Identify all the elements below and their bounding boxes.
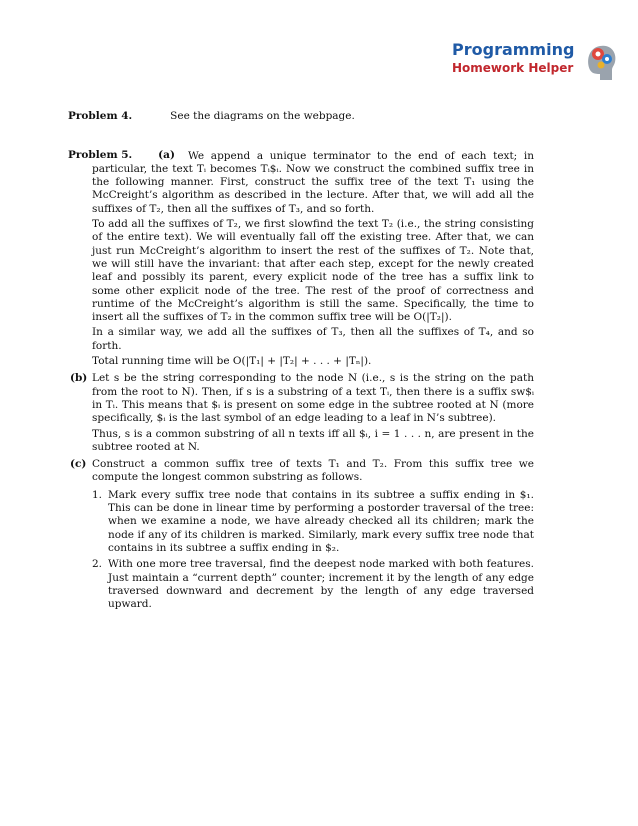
part-c-steps [92, 489, 534, 612]
part-c-paragraph: Construct a common suffix tree of texts T₁ and T₂. From this suffix tree we compute the longest common substring as follows. [92, 458, 534, 484]
step-number: 2. [92, 558, 103, 571]
problem-5-label: Problem 5. [68, 149, 133, 162]
list-item [92, 558, 534, 611]
step-text: Mark every suffix tree node that contains in its subtree a suffix ending in $₁. This can be done in linear time by performing a postorder traversal of the tree: when we examine a node, we have already checked all its children; mark the node if any of its children is marked. Similarly, mark every suffix tree node that contains in its subtree a suffix ending in $₂. [108, 488, 534, 554]
logo-title: Programming [452, 40, 575, 59]
logo-subtitle: Homework Helper [452, 61, 574, 75]
part-a-paragraph: We append a unique terminator to the end of each text; in particular, the text Tᵢ becomes Tᵢ$ᵢ. Now we construct the combined suffix tree in the following manner. First, construct the suffix tree of the text T₁ using the McCreight’s algorithm as described in the lecture. After that, we will add all the suffixes of T₂, then all the suffixes of T₃, and so forth. [92, 149, 534, 215]
part-b-paragraph: Thus, s is a common substring of all n texts iff all $ᵢ, i = 1 . . . n, are present in the subtree rooted at N. [92, 427, 534, 453]
part-a-label: (a) [158, 149, 175, 162]
part-b-label: (b) [70, 372, 88, 385]
list-item [92, 489, 534, 555]
part-b [70, 372, 534, 454]
part-a-paragraph: Total running time will be O(|T₁| + |T₂| + . . . + |Tₙ|). [92, 355, 372, 368]
step-number: 1. [92, 488, 103, 501]
part-a-paragraph: To add all the suffixes of T₂, we first slowfind the text T₂ (i.e., the string consisting of the entire text). We will eventually fall off the existing tree. After that, we can just run McCreight’s algorithm to insert the rest of the suffixes of T₂. Note that, we will still have the invariant: that after each step, except for the newly created leaf and possibly its parent, every explicit node of the tree has a suffix link to some other explicit node of the tree. The rest of the proof of correctness and runtime of the McCreight’s algorithm is still the same. Specifically, the time to insert all the suffixes of T₂ in the common suffix tree will be O(|T₂|). [92, 218, 534, 324]
logo [452, 40, 618, 84]
problem-4-text: See the diagrams on the webpage. [170, 110, 355, 122]
brain-gear-icon [584, 40, 618, 84]
part-c [70, 458, 534, 611]
part-a-paragraph: In a similar way, we add all the suffixes of T₃, then all the suffixes of T₄, and so forth. [92, 326, 534, 352]
problem-4-label: Problem 4. [68, 110, 133, 122]
problem-5 [68, 149, 534, 611]
problem-4 [68, 110, 534, 123]
step-text: With one more tree traversal, find the deepest node marked with both features. Just maintain a “current depth” counter; increment it by the length of any edge traversed downward and decrement by the length of any edge traversed upward. [108, 558, 534, 611]
part-c-label: (c) [70, 458, 87, 471]
document-body [68, 110, 534, 627]
part-b-paragraph: Let s be the string corresponding to the node N (i.e., s is the string on the path from the root to N). Then, if s is a substring of a text Tᵢ, then there is a suffix sw$ᵢ in Tᵢ. This means that $ᵢ is present on some edge in the subtree rooted at N (more specifically, $ᵢ is the last symbol of an edge leading to a leaf in N’s subtree). [92, 372, 534, 425]
part-a [92, 150, 534, 369]
